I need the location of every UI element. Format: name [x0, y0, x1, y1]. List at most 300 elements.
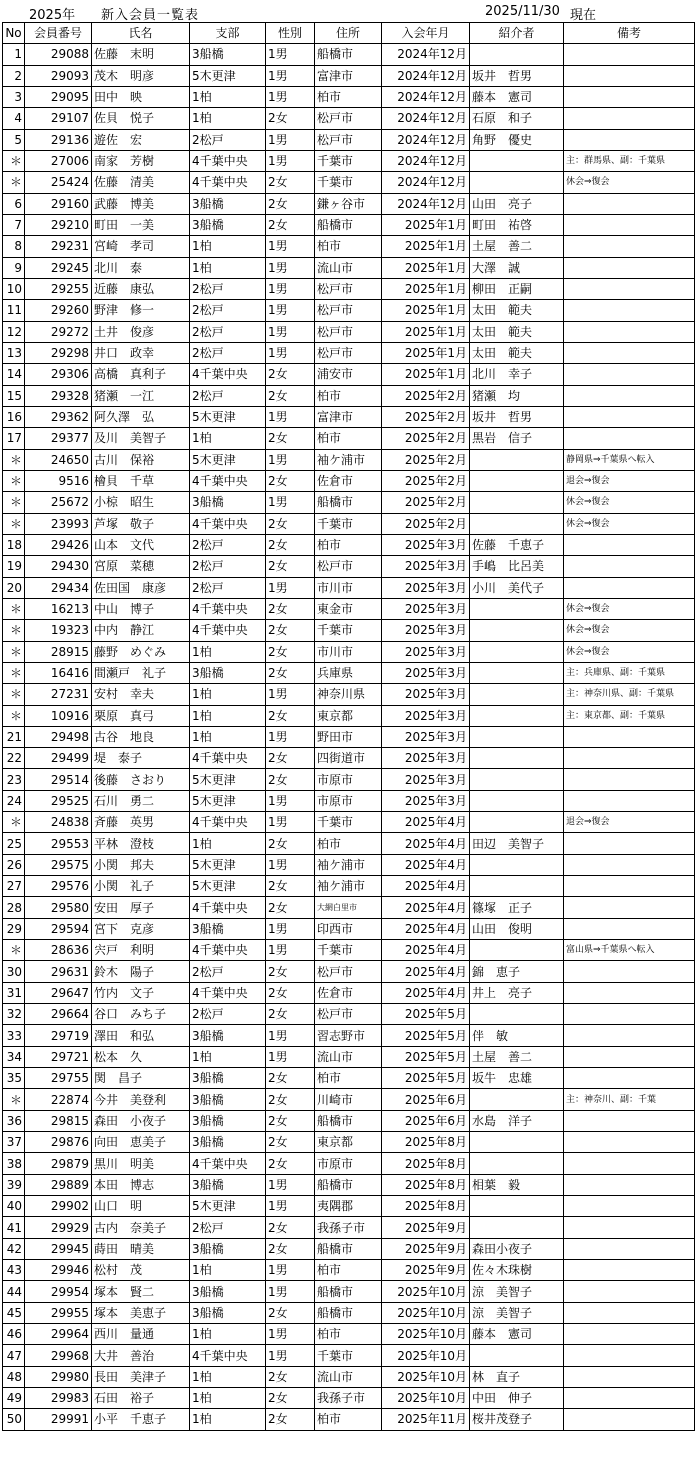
cell-address: 千葉市	[315, 620, 382, 641]
cell-gender: 2女	[266, 172, 315, 193]
cell-address: 夷隅郡	[315, 1196, 382, 1217]
cell-referrer: 涼 美智子	[470, 1281, 564, 1302]
cell-name: 佐田国 康彦	[92, 577, 190, 598]
cell-member-number: 29255	[25, 278, 92, 299]
cell-gender: 2女	[266, 641, 315, 662]
cell-member-number: 29298	[25, 342, 92, 363]
cell-member-number: 29328	[25, 385, 92, 406]
table-row	[3, 598, 695, 619]
cell-address: 野田市	[315, 726, 382, 747]
cell-remarks	[564, 748, 695, 769]
cell-remarks	[564, 1366, 695, 1387]
cell-member-number: 29647	[25, 982, 92, 1003]
cell-gender: 1男	[266, 342, 315, 363]
cell-remarks	[564, 1025, 695, 1046]
cell-join-date: 2025年4月	[382, 876, 470, 897]
cell-address: 袖ケ浦市	[315, 854, 382, 875]
cell-address: 鎌ヶ谷市	[315, 193, 382, 214]
cell-member-number: 29954	[25, 1281, 92, 1302]
cell-referrer: 林 直子	[470, 1366, 564, 1387]
cell-member-number: 16416	[25, 662, 92, 683]
table-row	[3, 854, 695, 875]
cell-gender: 2女	[266, 982, 315, 1003]
cell-address: 習志野市	[315, 1025, 382, 1046]
cell-branch: 3船橋	[190, 193, 266, 214]
cell-referrer	[470, 641, 564, 662]
cell-gender: 1男	[266, 1196, 315, 1217]
cell-address: 東京都	[315, 705, 382, 726]
cell-name: 猪瀬 一江	[92, 385, 190, 406]
cell-gender: 2女	[266, 108, 315, 129]
cell-gender: 1男	[266, 812, 315, 833]
cell-no: 48	[3, 1366, 25, 1387]
cell-referrer: 井上 亮子	[470, 982, 564, 1003]
cell-referrer: 桜井茂登子	[470, 1409, 564, 1430]
cell-gender: 1男	[266, 321, 315, 342]
col-header-address: 住所	[315, 23, 382, 44]
cell-gender: 2女	[266, 1409, 315, 1430]
cell-name: 大井 善治	[92, 1345, 190, 1366]
cell-remarks	[564, 1004, 695, 1025]
cell-remarks	[564, 1388, 695, 1409]
cell-name: 塚本 美恵子	[92, 1302, 190, 1323]
cell-gender: 2女	[266, 1153, 315, 1174]
cell-remarks	[564, 982, 695, 1003]
cell-referrer	[470, 492, 564, 513]
cell-no: 8	[3, 236, 25, 257]
table-row	[3, 492, 695, 513]
cell-name: 本田 博志	[92, 1174, 190, 1195]
cell-branch: 4千葉中央	[190, 470, 266, 491]
cell-no: 42	[3, 1238, 25, 1259]
cell-remarks	[564, 257, 695, 278]
table-row	[3, 1174, 695, 1195]
cell-branch: 1柏	[190, 1324, 266, 1345]
cell-name: 小関 邦夫	[92, 854, 190, 875]
cell-referrer	[470, 726, 564, 747]
cell-referrer	[470, 769, 564, 790]
cell-member-number: 29664	[25, 1004, 92, 1025]
cell-remarks: 静岡県⇒千葉県へ転入	[564, 449, 695, 470]
cell-address: 船橋市	[315, 1281, 382, 1302]
cell-address: 柏市	[315, 236, 382, 257]
cell-member-number: 29721	[25, 1046, 92, 1067]
cell-referrer: 田辺 美智子	[470, 833, 564, 854]
cell-address: 千葉市	[315, 172, 382, 193]
cell-branch: 3船橋	[190, 1132, 266, 1153]
cell-no: 50	[3, 1409, 25, 1430]
cell-join-date: 2024年12月	[382, 65, 470, 86]
cell-remarks	[564, 1068, 695, 1089]
cell-join-date: 2024年12月	[382, 129, 470, 150]
cell-no: 38	[3, 1153, 25, 1174]
cell-name: 檜貝 千草	[92, 470, 190, 491]
cell-referrer	[470, 1089, 564, 1110]
cell-referrer: 太田 範夫	[470, 342, 564, 363]
cell-no: 35	[3, 1068, 25, 1089]
cell-branch: 2松戸	[190, 534, 266, 555]
cell-member-number: 29095	[25, 86, 92, 107]
cell-no: 21	[3, 726, 25, 747]
cell-name: 石川 勇二	[92, 790, 190, 811]
cell-join-date: 2025年3月	[382, 641, 470, 662]
cell-address: 富津市	[315, 65, 382, 86]
cell-member-number: 29955	[25, 1302, 92, 1323]
cell-gender: 2女	[266, 1068, 315, 1089]
cell-branch: 1柏	[190, 726, 266, 747]
col-header-join-date: 入会年月	[382, 23, 470, 44]
cell-gender: 2女	[266, 897, 315, 918]
cell-name: 小椋 昭生	[92, 492, 190, 513]
cell-remarks: 富山県⇒千葉県へ転入	[564, 940, 695, 961]
table-row	[3, 876, 695, 897]
cell-member-number: 29968	[25, 1345, 92, 1366]
cell-gender: 1男	[266, 1281, 315, 1302]
cell-remarks	[564, 1046, 695, 1067]
cell-referrer: 角野 優史	[470, 129, 564, 150]
cell-name: 澤田 和弘	[92, 1025, 190, 1046]
cell-remarks	[564, 1196, 695, 1217]
cell-remarks	[564, 278, 695, 299]
cell-referrer: 土屋 善二	[470, 236, 564, 257]
cell-no: 33	[3, 1025, 25, 1046]
table-row	[3, 1409, 695, 1430]
cell-gender: 1男	[266, 854, 315, 875]
cell-address: 流山市	[315, 1366, 382, 1387]
cell-member-number: 29889	[25, 1174, 92, 1195]
table-row	[3, 790, 695, 811]
cell-no: ＊	[3, 598, 25, 619]
cell-referrer: 町田 祐啓	[470, 214, 564, 235]
cell-referrer: 手嶋 比呂美	[470, 556, 564, 577]
cell-name: 野津 修一	[92, 300, 190, 321]
cell-no: 4	[3, 108, 25, 129]
cell-branch: 5木更津	[190, 1196, 266, 1217]
cell-gender: 1男	[266, 65, 315, 86]
cell-no: 40	[3, 1196, 25, 1217]
cell-gender: 2女	[266, 705, 315, 726]
cell-branch: 2松戸	[190, 129, 266, 150]
cell-referrer: 伴 敏	[470, 1025, 564, 1046]
cell-join-date: 2025年1月	[382, 300, 470, 321]
cell-member-number: 29525	[25, 790, 92, 811]
cell-gender: 2女	[266, 1388, 315, 1409]
cell-remarks	[564, 1302, 695, 1323]
cell-member-number: 29107	[25, 108, 92, 129]
cell-name: 阿久澤 弘	[92, 406, 190, 427]
cell-gender: 2女	[266, 534, 315, 555]
table-row	[3, 1110, 695, 1131]
cell-branch: 2松戸	[190, 385, 266, 406]
cell-join-date: 2025年3月	[382, 684, 470, 705]
cell-name: 関 昌子	[92, 1068, 190, 1089]
table-row	[3, 534, 695, 555]
cell-join-date: 2025年2月	[382, 449, 470, 470]
col-header-no: No	[3, 23, 25, 44]
cell-remarks	[564, 428, 695, 449]
cell-gender: 2女	[266, 1089, 315, 1110]
cell-name: 宮原 菜穂	[92, 556, 190, 577]
cell-member-number: 29434	[25, 577, 92, 598]
cell-no: 46	[3, 1324, 25, 1345]
cell-remarks	[564, 44, 695, 65]
cell-no: ＊	[3, 684, 25, 705]
cell-join-date: 2025年3月	[382, 748, 470, 769]
cell-remarks	[564, 1132, 695, 1153]
cell-referrer	[470, 1196, 564, 1217]
cell-name: 町田 一美	[92, 214, 190, 235]
report-year: 2025年	[29, 8, 76, 23]
cell-branch: 4千葉中央	[190, 982, 266, 1003]
cell-member-number: 23993	[25, 513, 92, 534]
cell-branch: 2松戸	[190, 556, 266, 577]
cell-branch: 4千葉中央	[190, 364, 266, 385]
cell-name: 竹内 文子	[92, 982, 190, 1003]
cell-join-date: 2024年12月	[382, 44, 470, 65]
cell-remarks: 主：東京都、副：千葉県	[564, 705, 695, 726]
cell-address: 富津市	[315, 406, 382, 427]
cell-gender: 1男	[266, 257, 315, 278]
cell-remarks: 休会⇒復会	[564, 620, 695, 641]
cell-no: 24	[3, 790, 25, 811]
cell-join-date: 2025年4月	[382, 940, 470, 961]
cell-branch: 4千葉中央	[190, 620, 266, 641]
cell-address: 松戸市	[315, 556, 382, 577]
cell-address: 流山市	[315, 257, 382, 278]
cell-address: 松戸市	[315, 278, 382, 299]
cell-branch: 4千葉中央	[190, 940, 266, 961]
cell-no: 16	[3, 406, 25, 427]
cell-referrer	[470, 876, 564, 897]
cell-referrer: 佐藤 千恵子	[470, 534, 564, 555]
cell-gender: 2女	[266, 620, 315, 641]
title-bar	[0, 0, 697, 22]
cell-name: 古谷 地良	[92, 726, 190, 747]
cell-member-number: 29362	[25, 406, 92, 427]
cell-name: 松村 茂	[92, 1260, 190, 1281]
cell-join-date: 2025年2月	[382, 428, 470, 449]
cell-gender: 1男	[266, 790, 315, 811]
cell-member-number: 28636	[25, 940, 92, 961]
cell-no: 36	[3, 1110, 25, 1131]
cell-remarks	[564, 577, 695, 598]
cell-join-date: 2025年1月	[382, 278, 470, 299]
cell-remarks	[564, 236, 695, 257]
cell-remarks	[564, 385, 695, 406]
cell-remarks: 退会⇒復会	[564, 812, 695, 833]
cell-no: 44	[3, 1281, 25, 1302]
cell-no: 17	[3, 428, 25, 449]
cell-gender: 2女	[266, 1217, 315, 1238]
table-row	[3, 1196, 695, 1217]
cell-no: ＊	[3, 662, 25, 683]
cell-name: 佐藤 末明	[92, 44, 190, 65]
cell-name: 安村 幸夫	[92, 684, 190, 705]
cell-member-number: 29580	[25, 897, 92, 918]
cell-referrer: 涼 美智子	[470, 1302, 564, 1323]
cell-join-date: 2025年1月	[382, 342, 470, 363]
cell-no: 34	[3, 1046, 25, 1067]
cell-no: 19	[3, 556, 25, 577]
cell-name: 藤野 めぐみ	[92, 641, 190, 662]
col-header-name: 氏名	[92, 23, 190, 44]
cell-join-date: 2025年4月	[382, 961, 470, 982]
cell-branch: 3船橋	[190, 1110, 266, 1131]
cell-address: 柏市	[315, 86, 382, 107]
cell-join-date: 2025年8月	[382, 1153, 470, 1174]
cell-join-date: 2025年10月	[382, 1302, 470, 1323]
cell-name: 中内 静江	[92, 620, 190, 641]
cell-member-number: 29964	[25, 1324, 92, 1345]
cell-name: 佐貝 悦子	[92, 108, 190, 129]
cell-address: 川崎市	[315, 1089, 382, 1110]
table-row	[3, 1046, 695, 1067]
table-row	[3, 1089, 695, 1110]
cell-name: 山口 明	[92, 1196, 190, 1217]
cell-address: 流山市	[315, 1046, 382, 1067]
cell-name: 山本 文代	[92, 534, 190, 555]
cell-join-date: 2025年2月	[382, 406, 470, 427]
cell-branch: 1柏	[190, 257, 266, 278]
cell-address: 市川市	[315, 577, 382, 598]
cell-no: 43	[3, 1260, 25, 1281]
cell-referrer	[470, 684, 564, 705]
cell-branch: 3船橋	[190, 1068, 266, 1089]
cell-no: 11	[3, 300, 25, 321]
cell-branch: 1柏	[190, 108, 266, 129]
cell-no: 6	[3, 193, 25, 214]
cell-join-date: 2024年12月	[382, 108, 470, 129]
cell-no: 22	[3, 748, 25, 769]
cell-gender: 1男	[266, 940, 315, 961]
cell-join-date: 2025年9月	[382, 1260, 470, 1281]
cell-branch: 1柏	[190, 1260, 266, 1281]
table-row	[3, 449, 695, 470]
cell-remarks	[564, 108, 695, 129]
cell-referrer: 山田 亮子	[470, 193, 564, 214]
cell-gender: 2女	[266, 748, 315, 769]
cell-branch: 5木更津	[190, 769, 266, 790]
table-row	[3, 1025, 695, 1046]
table-row	[3, 812, 695, 833]
cell-join-date: 2025年6月	[382, 1110, 470, 1131]
cell-address: 市川市	[315, 641, 382, 662]
cell-member-number: 10916	[25, 705, 92, 726]
cell-join-date: 2025年4月	[382, 833, 470, 854]
cell-gender: 2女	[266, 364, 315, 385]
cell-referrer: 太田 範夫	[470, 300, 564, 321]
cell-address: 千葉市	[315, 1345, 382, 1366]
table-row	[3, 321, 695, 342]
cell-join-date: 2025年3月	[382, 662, 470, 683]
cell-branch: 5木更津	[190, 449, 266, 470]
cell-no: 37	[3, 1132, 25, 1153]
cell-branch: 3船橋	[190, 1238, 266, 1259]
table-row	[3, 513, 695, 534]
cell-branch: 2松戸	[190, 961, 266, 982]
cell-address: 市原市	[315, 790, 382, 811]
cell-no: ＊	[3, 1089, 25, 1110]
cell-branch: 3船橋	[190, 662, 266, 683]
cell-branch: 2松戸	[190, 1004, 266, 1025]
cell-no: ＊	[3, 150, 25, 171]
cell-remarks	[564, 726, 695, 747]
cell-gender: 2女	[266, 1366, 315, 1387]
cell-remarks: 主：神奈川、副：千葉	[564, 1089, 695, 1110]
cell-join-date: 2025年3月	[382, 726, 470, 747]
cell-join-date: 2025年4月	[382, 812, 470, 833]
cell-gender: 1男	[266, 1260, 315, 1281]
table-row	[3, 897, 695, 918]
table-row	[3, 364, 695, 385]
cell-member-number: 19323	[25, 620, 92, 641]
table-row	[3, 1153, 695, 1174]
cell-referrer: 坂牛 忠雄	[470, 1068, 564, 1089]
table-row	[3, 86, 695, 107]
cell-member-number: 25424	[25, 172, 92, 193]
cell-no: ＊	[3, 470, 25, 491]
cell-member-number: 29553	[25, 833, 92, 854]
cell-branch: 3船橋	[190, 1025, 266, 1046]
cell-address: 松戸市	[315, 108, 382, 129]
cell-member-number: 29231	[25, 236, 92, 257]
cell-address: 我孫子市	[315, 1388, 382, 1409]
cell-no: 5	[3, 129, 25, 150]
cell-join-date: 2025年10月	[382, 1324, 470, 1345]
cell-join-date: 2025年10月	[382, 1345, 470, 1366]
cell-branch: 4千葉中央	[190, 1345, 266, 1366]
cell-no: 30	[3, 961, 25, 982]
cell-name: 後藤 さおり	[92, 769, 190, 790]
cell-join-date: 2024年12月	[382, 150, 470, 171]
table-body	[3, 44, 695, 1430]
table-row	[3, 129, 695, 150]
cell-member-number: 29272	[25, 321, 92, 342]
cell-gender: 2女	[266, 1132, 315, 1153]
cell-name: 井口 政幸	[92, 342, 190, 363]
cell-address: 松戸市	[315, 321, 382, 342]
cell-referrer	[470, 513, 564, 534]
as-of-date: 2025/11/30	[485, 4, 560, 19]
table-row	[3, 684, 695, 705]
cell-remarks	[564, 1281, 695, 1302]
cell-member-number: 29576	[25, 876, 92, 897]
cell-no: 9	[3, 257, 25, 278]
cell-address: 印西市	[315, 918, 382, 939]
cell-address: 松戸市	[315, 129, 382, 150]
cell-join-date: 2025年1月	[382, 214, 470, 235]
table-row	[3, 833, 695, 854]
table-row	[3, 278, 695, 299]
cell-referrer: 石原 和子	[470, 108, 564, 129]
cell-join-date: 2025年4月	[382, 897, 470, 918]
cell-branch: 3船橋	[190, 1302, 266, 1323]
cell-gender: 1男	[266, 44, 315, 65]
table-row	[3, 1068, 695, 1089]
cell-address: 我孫子市	[315, 1217, 382, 1238]
cell-remarks: 休会⇒復会	[564, 641, 695, 662]
cell-gender: 2女	[266, 1004, 315, 1025]
cell-branch: 1柏	[190, 684, 266, 705]
cell-member-number: 27006	[25, 150, 92, 171]
cell-branch: 2松戸	[190, 300, 266, 321]
table-row	[3, 940, 695, 961]
cell-address: 袖ケ浦市	[315, 449, 382, 470]
header-row	[3, 23, 695, 44]
cell-name: 向田 恵美子	[92, 1132, 190, 1153]
cell-address: 大網白里市	[315, 897, 382, 918]
cell-name: 南家 芳樹	[92, 150, 190, 171]
